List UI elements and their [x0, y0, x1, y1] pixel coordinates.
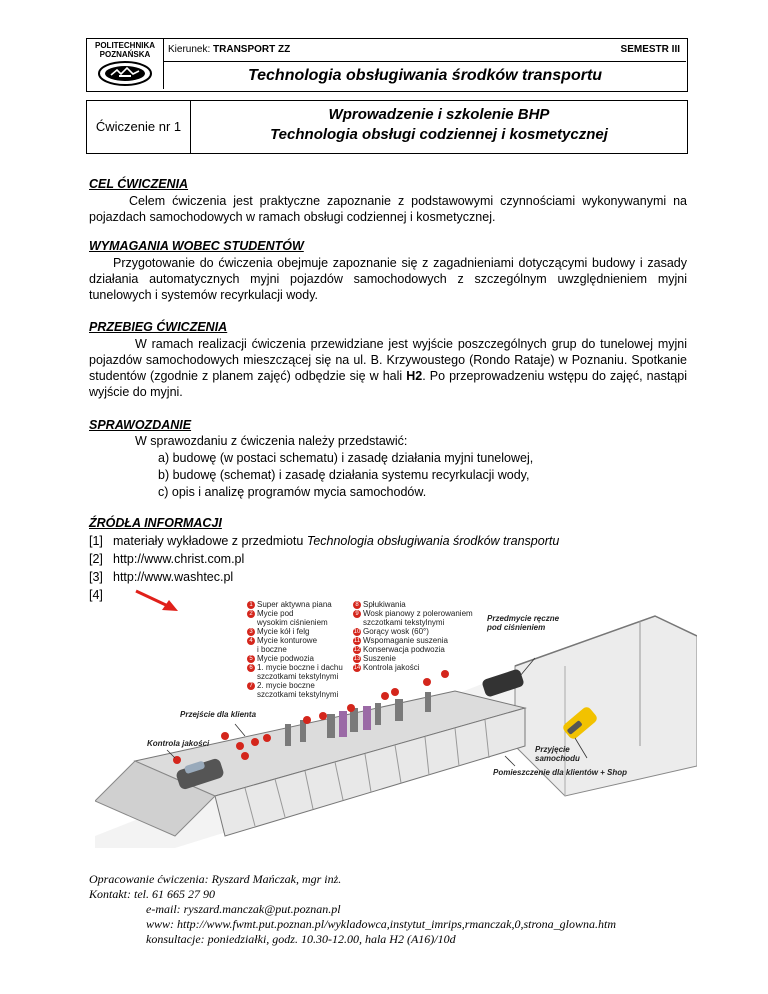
logo-line2: POZNAŃSKA	[99, 50, 151, 59]
legend-number-badge: 12	[353, 646, 361, 653]
car-wash-diagram	[95, 596, 697, 848]
source-item: [2] http://www.christ.com.pl	[89, 552, 245, 566]
legend-item	[353, 618, 473, 627]
legend-label: Mycie kół i felg	[257, 627, 310, 636]
legend-number-badge: 5	[247, 655, 255, 663]
legend-item	[247, 672, 343, 681]
legend-label: Konserwacja podwozia	[363, 645, 445, 654]
university-logo	[87, 39, 164, 89]
exercise-title-line1: Wprowadzenie i szkolenie BHP	[328, 106, 550, 123]
legend-number-badge: 8	[353, 601, 361, 609]
legend-label: Mycie pod	[257, 609, 294, 618]
legend-number-badge: 3	[247, 628, 255, 636]
legend-number-badge: 10	[353, 628, 361, 635]
diagram-legend-right	[353, 600, 473, 672]
legend-item	[247, 663, 343, 672]
legend-label: Wosk pianowy z polerowaniem	[363, 609, 473, 618]
legend-item	[353, 600, 473, 609]
label-quality-control: Kontrola jakości	[147, 739, 210, 748]
exercise-box	[86, 100, 688, 154]
legend-label: Mycie podwozia	[257, 654, 314, 663]
logo-line1: POLITECHNIKA	[95, 41, 155, 50]
section-text-wymagania: Przygotowanie do ćwiczenia obejmuje zapoznanie się z zagadnieniami dotyczącymi budowy i zasady działania automatycznych myjni pojazdów samochodowych z szczególnym uwzględnieniem myjni tunelowych i systemów recyrkulacji wody.	[89, 256, 687, 302]
legend-item	[353, 663, 473, 672]
logo-emblem-icon	[97, 60, 153, 87]
legend-item	[353, 627, 473, 636]
source-item: [3] http://www.washtec.pl	[89, 570, 234, 584]
legend-item	[353, 636, 473, 645]
legend-item	[353, 609, 473, 618]
legend-item	[247, 600, 343, 609]
footer-author: Opracowanie ćwiczenia: Ryszard Mańczak, mgr inż.	[89, 872, 342, 886]
diagram-legend-left	[247, 600, 343, 699]
legend-item	[247, 654, 343, 663]
legend-label: Suszenie	[363, 654, 396, 663]
section-heading-sprawozdanie: SPRAWOZDANIE	[89, 418, 192, 432]
source-item: [1] materiały wykładowe z przedmiotu Technologia obsługiwania środków transportu	[89, 534, 560, 548]
document-header	[86, 38, 688, 92]
legend-item	[247, 636, 343, 645]
legend-number-badge: 6	[247, 664, 255, 672]
legend-label: Spłukiwania	[363, 600, 406, 609]
legend-number-badge: 14	[353, 664, 361, 671]
legend-item	[247, 681, 343, 690]
legend-item	[247, 645, 343, 654]
section-heading-wymagania: WYMAGANIA WOBEC STUDENTÓW	[89, 239, 304, 253]
legend-item	[353, 654, 473, 663]
legend-label: szczotkami tekstylnymi	[363, 618, 445, 627]
report-item: b) budowę (schemat) i zasadę działania systemu recyrkulacji wody,	[158, 468, 530, 482]
subject-title: Technologia obsługiwania środków transportu	[247, 67, 603, 84]
legend-number-badge: 2	[247, 610, 255, 618]
legend-label: Gorący wosk (60°)	[363, 627, 429, 636]
section-text-przebieg: W ramach realizacji ćwiczenia przewidziane jest wyjście poszczególnych grup do tunelowej myjni pojazdów samochodowych mieszczącej się na ul. B. Krzywoustego (Rondo Rataje) w Poznaniu. Spotkanie studentów (zgodnie z planem zajęć) odbędzie się w hali H2. Po przeprowadzeniu wstępu do zajęć, nastąpi wyjście do myjni.	[89, 337, 687, 399]
legend-item	[247, 609, 343, 618]
legend-number-badge: 11	[353, 637, 361, 644]
legend-label: 1. mycie boczne i dachu	[257, 663, 343, 672]
label-customer-room: Pomieszczenie dla klientów + Shop	[493, 768, 628, 777]
report-item: a) budowę (w postaci schematu) i zasadę działania myjni tunelowej,	[158, 451, 534, 465]
exercise-title-line2: Technologia obsługi codziennej i kosmetycznej	[270, 126, 608, 143]
legend-label: i boczne	[257, 645, 287, 654]
report-intro: W sprawozdaniu z ćwiczenia należy przedstawić:	[135, 434, 408, 448]
legend-item	[353, 645, 473, 654]
exercise-title	[191, 105, 687, 145]
legend-label: wysokim ciśnieniem	[257, 618, 328, 627]
legend-item	[247, 690, 343, 699]
label-car-intake: Przyjęcie samochodu	[535, 745, 580, 763]
legend-label: szczotkami tekstylnymi	[257, 672, 339, 681]
legend-item	[247, 627, 343, 636]
footer-email: e-mail: ryszard.manczak@put.poznan.pl	[146, 902, 341, 916]
footer-consultations: konsultacje: poniedziałki, godz. 10.30-12.00, hala H2 (A16)/10d	[146, 932, 456, 946]
footer-phone: Kontakt: tel. 61 665 27 90	[89, 887, 215, 901]
report-item: c) opis i analizę programów mycia samochodów.	[158, 485, 427, 499]
field-of-study: Kierunek: TRANSPORT ZZ	[168, 44, 291, 55]
label-customer-passage: Przejście dla klienta	[180, 710, 257, 719]
footer-www: www: http://www.fwmt.put.poznan.pl/wykladowca,instytut_imrips,rmanczak,0,strona_glowna.htm	[146, 917, 617, 931]
legend-label: Kontrola jakości	[363, 663, 420, 672]
semester-label: SEMESTR III	[620, 44, 680, 55]
legend-number-badge: 4	[247, 637, 255, 645]
legend-number-badge: 7	[247, 682, 255, 690]
legend-number-badge: 1	[247, 601, 255, 609]
label-prewash: Przedmycie ręczne pod ciśnieniem	[487, 614, 560, 632]
legend-number-badge: 13	[353, 655, 361, 662]
legend-label: Super aktywna piana	[257, 600, 332, 609]
legend-item	[247, 618, 343, 627]
legend-label: Wspomaganie suszenia	[363, 636, 448, 645]
exercise-number: Ćwiczenie nr 1	[87, 101, 191, 153]
section-heading-zrodla: ŹRÓDŁA INFORMACJI	[89, 516, 222, 530]
section-heading-cel: CEL ĆWICZENIA	[89, 177, 189, 191]
section-text-cel: Celem ćwiczenia jest praktyczne zapoznanie z podstawowymi czynnościami wykonywanymi na pojazdach samochodowych w ramach obsługi codziennej i kosmetycznej.	[89, 194, 687, 224]
legend-label: Mycie konturowe	[257, 636, 318, 645]
section-heading-przebieg: PRZEBIEG ĆWICZENIA	[89, 320, 228, 334]
header-top-row	[164, 39, 686, 62]
legend-label: 2. mycie boczne	[257, 681, 315, 690]
legend-label: szczotkami tekstylnymi	[257, 690, 339, 699]
legend-number-badge: 9	[353, 610, 361, 618]
source-item: [4]	[89, 588, 103, 602]
